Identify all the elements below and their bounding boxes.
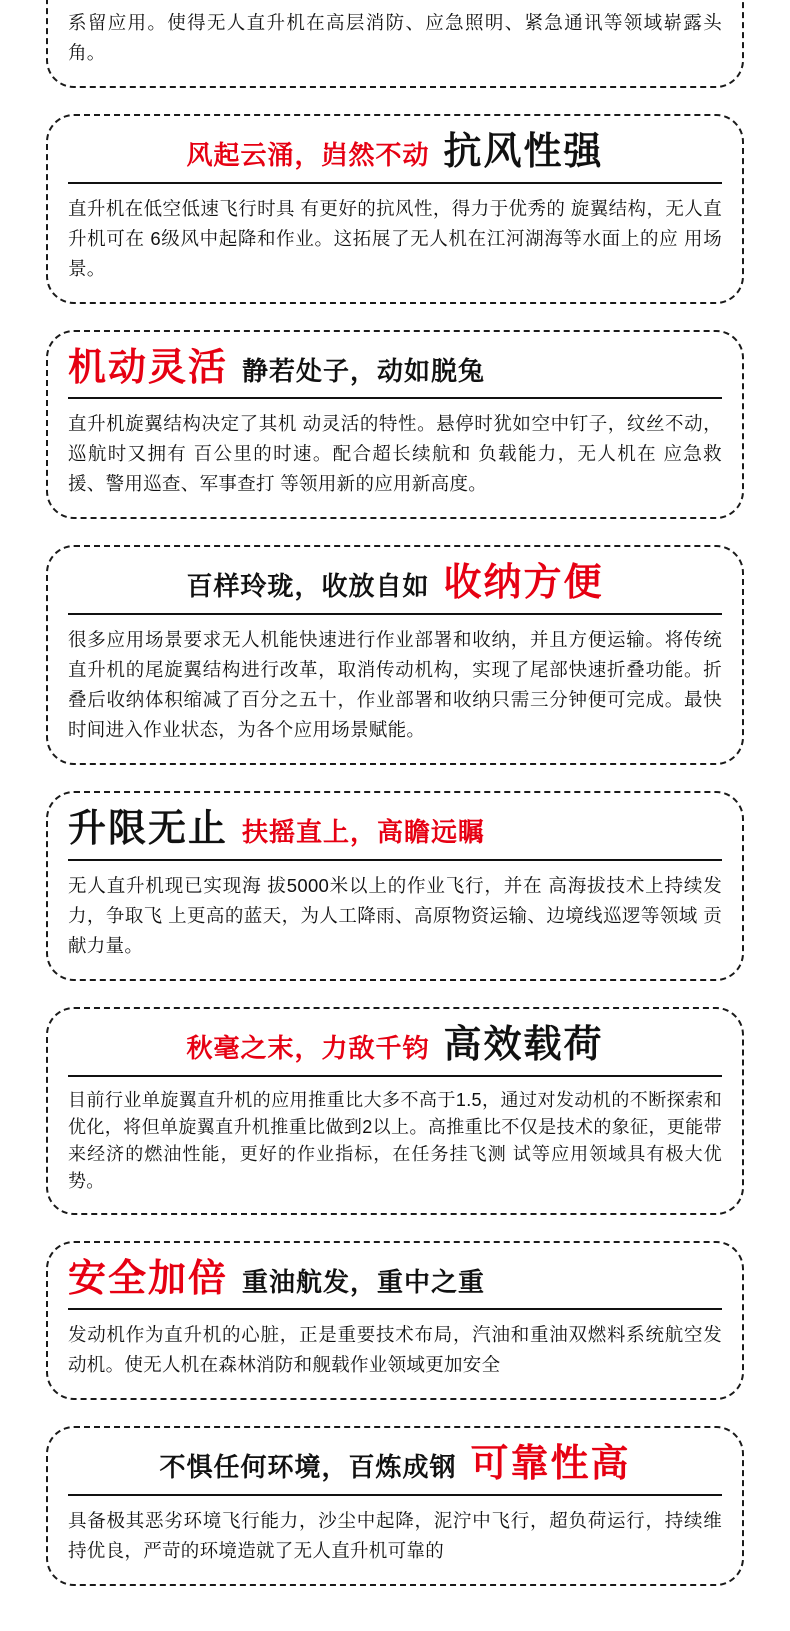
feature-body-text: 目前行业单旋翼直升机的应用推重比大多不高于1.5，通过对发动机的不断探索和优化，将但单旋翼直升机推重比做到2以上。高推重比不仅是技术的象征，更能带来经济的燃油性能，更好的作业指标，在任务挂飞测 试等应用领域具有极大优势。 <box>68 1089 722 1191</box>
divider <box>68 1075 722 1077</box>
feature-headline <box>68 1444 722 1486</box>
feature-headline-sub: 不惧任何环境，百炼成钢 <box>159 1452 457 1483</box>
feature-headline-main: 安全加倍 <box>68 1257 229 1300</box>
feature-headline-sub: 风起云涌，岿然不动 <box>186 139 430 170</box>
feature-card-intro <box>46 0 744 88</box>
feature-headline-main: 可靠性高 <box>470 1443 631 1486</box>
feature-card-ceiling <box>46 791 744 981</box>
feature-headline-sub: 秋毫之末，力敌千钧 <box>186 1032 430 1063</box>
divider <box>68 1308 722 1310</box>
feature-body-text: 发动机作为直升机的心脏，正是重要技术布局，汽油和重油双燃料系统航空发动机。使无人机在森林消防和舰载作业领域更加安全 <box>68 1324 722 1376</box>
feature-headline-sub: 百样玲珑，收放自如 <box>186 571 430 602</box>
feature-headline-main: 机动灵活 <box>68 346 229 389</box>
feature-headline-main: 高效载荷 <box>443 1023 604 1066</box>
feature-card-maneuverability <box>46 330 744 520</box>
feature-headline <box>68 132 722 174</box>
feature-headline-main: 收纳方便 <box>443 562 604 605</box>
feature-card-safety <box>46 1241 744 1401</box>
feature-body-text: 具备极其恶劣环境飞行能力，沙尘中起降，泥泞中飞行，超负荷运行，持续维持优良，严苛的环境造就了无人直升机可靠的 <box>68 1510 722 1562</box>
feature-body-text: 直升机旋翼结构决定了其机 动灵活的特性。悬停时犹如空中钉子，纹丝不动，巡航时又拥有 百公里的时速。配合超长续航和 负载能力，无人机在 应急救援、警用巡查、军事查打 等领用新的应用新高度。 <box>68 413 722 495</box>
feature-headline <box>68 809 722 851</box>
divider <box>68 182 722 184</box>
feature-headline-main: 抗风性强 <box>443 130 604 173</box>
feature-body-text: 很多应用场景要求无人机能快速进行作业部署和收纳，并且方便运输。将传统直升机的尾旋翼结构进行改革，取消传动机构，实现了尾部快速折叠功能。折叠后收纳体积缩减了百分之五十，作业部署和收纳只需三分钟便可完成。最快时间进入作业状态，为各个应用场景赋能。 <box>68 629 722 741</box>
feature-headline-sub: 静若处子，动如脱兔 <box>242 355 486 386</box>
divider <box>68 397 722 399</box>
feature-card-reliability <box>46 1426 744 1586</box>
feature-body-text: 系留应用。使得无人直升机在高层消防、应急照明、紧急通讯等领域崭露头角。 <box>68 12 722 63</box>
feature-card-payload <box>46 1007 744 1215</box>
feature-headline-main: 升限无止 <box>68 808 229 851</box>
feature-headline <box>68 1025 722 1067</box>
feature-headline <box>68 348 722 390</box>
feature-body-text: 直升机在低空低速飞行时具 有更好的抗风性，得力于优秀的 旋翼结构，无人直升机可在 6级风中起降和作业。这拓展了无人机在江河湖海等水面上的应 用场景。 <box>68 197 722 279</box>
feature-headline-sub: 重油航发，重中之重 <box>242 1266 486 1297</box>
feature-body-text: 无人直升机现已实现海 拔5000米以上的作业飞行，并在 高海拔技术上持续发力，争取飞 上更高的蓝天，为人工降雨、高原物资运输、边境线巡逻等领域 贡献力量。 <box>68 874 722 956</box>
divider <box>68 613 722 615</box>
feature-card-wind-resistance <box>46 114 744 304</box>
feature-headline <box>68 1259 722 1301</box>
divider <box>68 1494 722 1496</box>
feature-card-storage <box>46 545 744 765</box>
feature-headline-sub: 扶摇直上，高瞻远瞩 <box>242 817 486 848</box>
feature-headline <box>68 563 722 605</box>
divider <box>68 859 722 861</box>
